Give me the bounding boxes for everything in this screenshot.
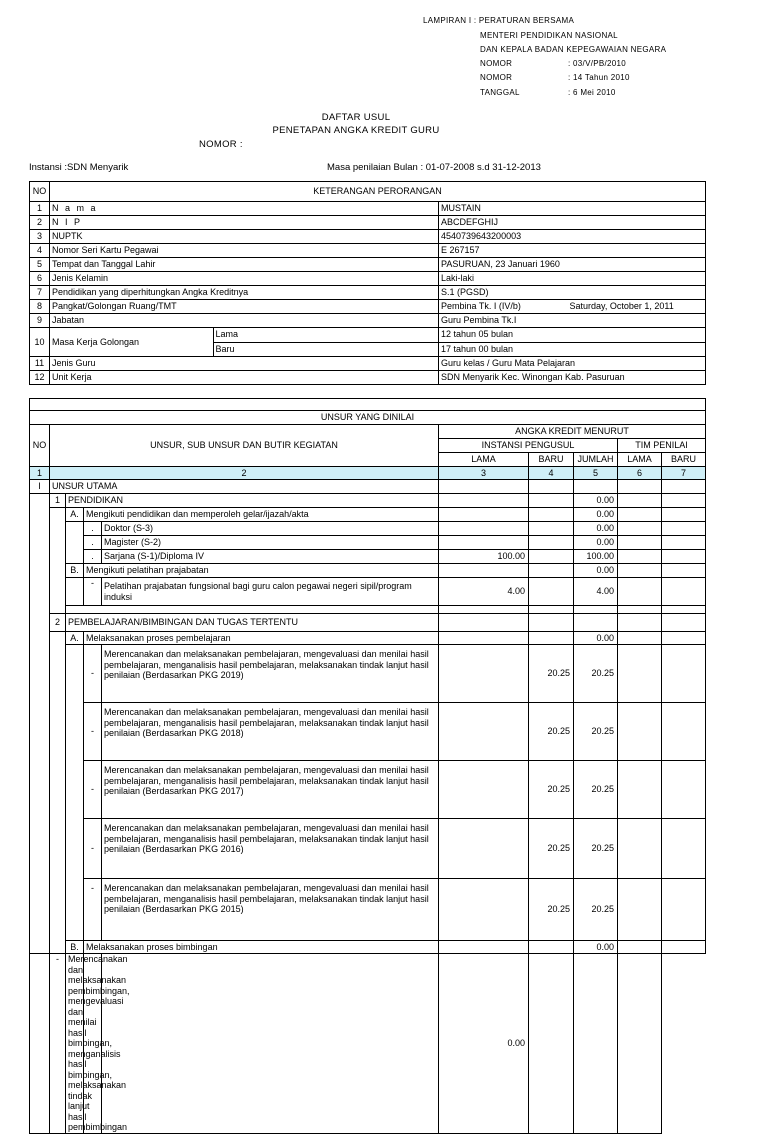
personal-value: E 267157	[439, 244, 706, 258]
tmt-value: Saturday, October 1, 2011	[569, 301, 674, 311]
personal-row: 12 Unit Kerja SDN Menyarik Kec. Winongan Kab. Pasuruan	[30, 371, 706, 385]
personal-value: PASURUAN, 23 Januari 1960	[439, 258, 706, 272]
tim-lama-header: LAMA	[618, 453, 662, 467]
personal-label: Tempat dan Tanggal Lahir	[50, 258, 439, 272]
table-row: B. Melaksanakan proses bimbingan 0.00	[30, 941, 706, 954]
tim-baru-header: BARU	[662, 453, 706, 467]
personal-value: SDN Menyarik Kec. Winongan Kab. Pasuruan	[439, 371, 706, 385]
baru-value: 17 tahun 00 bulan	[441, 343, 514, 354]
personal-label: N I P	[50, 216, 439, 230]
pendidikan-label: PENDIDIKAN	[66, 494, 439, 508]
unsur-section-title: UNSUR YANG DINILAI	[30, 411, 706, 425]
lama-label: Lama	[213, 328, 438, 342]
personal-value: MUSTAIN	[439, 202, 706, 216]
lama-header: LAMA	[439, 453, 529, 467]
personal-col-ket: KETERANGAN PERORANGAN	[50, 182, 706, 202]
table-row: . Magister (S-2) 0.00	[30, 536, 706, 550]
personal-row: 7 Pendidikan yang diperhitungkan Angka Kreditnya S.1 (PGSD)	[30, 286, 706, 300]
column-number-row: 1 2 3 4 5 6 7	[30, 467, 706, 480]
angka-kredit-header: ANGKA KREDIT MENURUT	[439, 425, 706, 439]
masa-kerja-row: 10 Masa Kerja Golongan Lama Baru 12 tahun 05 bulan 17 tahun 00 bulan	[30, 328, 706, 357]
personal-label: Pendidikan yang diperhitungkan Angka Kreditnya	[50, 286, 439, 300]
table-row: A. Mengikuti pendidikan dan memperoleh gelar/ijazah/akta 0.00	[30, 508, 706, 522]
personal-value: ABCDEFGHIJ	[439, 216, 706, 230]
personal-table	[29, 181, 706, 385]
personal-row: 4 Nomor Seri Kartu Pegawai E 267157	[30, 244, 706, 258]
personal-label: Nomor Seri Kartu Pegawai	[50, 244, 439, 258]
table-row: - Merencanakan dan melaksanakan pembelajaran, mengevaluasi dan menilai hasil pembelajaran, menganalisis hasil pembelajaran, melaksanakan tindak lanjut hasil penilaian (Berdasarkan PKG 2018) 20.25 20.25	[30, 703, 706, 761]
header-line-2: MENTERI PENDIDIKAN NASIONAL	[480, 31, 618, 40]
personal-label: NUPTK	[50, 230, 439, 244]
personal-label: Jenis Kelamin	[50, 272, 439, 286]
personal-row: 3 NUPTK 4540739643200003	[30, 230, 706, 244]
jumlah-header: JUMLAH	[574, 453, 618, 467]
nomor-2-value: : 14 Tahun 2010	[568, 73, 630, 82]
nomor-1-value: : 03/V/PB/2010	[568, 59, 627, 68]
baru-header: BARU	[529, 453, 574, 467]
table-row: - Merencanakan dan melaksanakan pembelajaran, mengevaluasi dan menilai hasil pembelajaran, menganalisis hasil pembelajaran, melaksanakan tindak lanjut hasil penilaian (Berdasarkan PKG 2016) 20.25 20.25	[30, 819, 706, 879]
unsur-table	[29, 398, 706, 1134]
table-row: 2 PEMBELAJARAN/BIMBINGAN DAN TUGAS TERTENTU	[30, 614, 706, 632]
table-row: . Sarjana (S-1)/Diploma IV 100.00 100.00	[30, 550, 706, 564]
unsur-col-unsur: UNSUR, SUB UNSUR DAN BUTIR KEGIATAN	[50, 425, 439, 467]
personal-value: Laki-laki	[439, 272, 706, 286]
table-row: I UNSUR UTAMA	[30, 480, 706, 494]
tim-header: TIM PENILAI	[618, 439, 706, 453]
lama-value: 12 tahun 05 bulan	[439, 328, 705, 342]
masa-penilaian: Masa penilaian Bulan : 01-07-2008 s.d 31-12-2013	[327, 162, 541, 173]
masa-kerja-label: Masa Kerja Golongan	[50, 328, 213, 356]
personal-row: 8 Pangkat/Golongan Ruang/TMT Pembina Tk. I (IV/b) Saturday, October 1, 2011	[30, 300, 706, 314]
personal-row: 2 N I P ABCDEFGHIJ	[30, 216, 706, 230]
personal-value	[439, 300, 706, 314]
personal-label: N a m a	[50, 202, 439, 216]
personal-label: Pangkat/Golongan Ruang/TMT	[50, 300, 439, 314]
instansi-header: INSTANSI PENGUSUL	[439, 439, 618, 453]
unsur-col-no: NO	[30, 425, 50, 467]
header-line-3: DAN KEPALA BADAN KEPEGAWAIAN NEGARA	[480, 45, 667, 54]
table-row: A. Melaksanakan proses pembelajaran 0.00	[30, 632, 706, 645]
table-row: B. Mengikuti pelatihan prajabatan 0.00	[30, 564, 706, 578]
table-row: - Pelatihan prajabatan fungsional bagi guru calon pegawai negeri sipil/program induksi 4.00 4.00	[30, 578, 706, 606]
table-row: 1 PENDIDIKAN 0.00	[30, 494, 706, 508]
pangkat-value: Pembina Tk. I (IV/b)	[441, 301, 521, 311]
personal-label: Jabatan	[50, 314, 439, 328]
personal-label: Unit Kerja	[50, 371, 439, 385]
table-row: - Merencanakan dan melaksanakan pembimbingan, mengevaluasi dan menilai hasil bimbingan, menganalisis hasil bimbingan, melaksanakan tindak lanjut hasil pembimbingan 0.00	[30, 954, 706, 1134]
table-row: - Merencanakan dan melaksanakan pembelajaran, mengevaluasi dan menilai hasil pembelajaran, menganalisis hasil pembelajaran, melaksanakan tindak lanjut hasil penilaian (Berdasarkan PKG 2015) 20.25 20.25	[30, 879, 706, 941]
baru-label: Baru	[215, 343, 235, 354]
personal-row: 6 Jenis Kelamin Laki-laki	[30, 272, 706, 286]
nomor-2-label: NOMOR	[480, 73, 513, 82]
nomor-1-label: NOMOR	[480, 59, 513, 68]
personal-value: 4540739643200003	[439, 230, 706, 244]
personal-col-no: NO	[30, 182, 50, 202]
unsur-utama-label: UNSUR UTAMA	[50, 480, 439, 494]
personal-value: Guru kelas / Guru Mata Pelajaran	[439, 357, 706, 371]
personal-row: 1 N a m a MUSTAIN	[30, 202, 706, 216]
lampiran-line: LAMPIRAN I : PERATURAN BERSAMA	[423, 16, 575, 25]
personal-label: Jenis Guru	[50, 357, 439, 371]
personal-row: 5 Tempat dan Tanggal Lahir PASURUAN, 23 Januari 1960	[30, 258, 706, 272]
tanggal-value: : 6 Mei 2010	[568, 88, 616, 97]
personal-row: 9 Jabatan Guru Pembina Tk.I	[30, 314, 706, 328]
table-row: - Merencanakan dan melaksanakan pembelajaran, mengevaluasi dan menilai hasil pembelajaran, menganalisis hasil pembelajaran, melaksanakan tindak lanjut hasil penilaian (Berdasarkan PKG 2019) 20.25 20.25	[30, 645, 706, 703]
tanggal-label: TANGGAL	[480, 88, 520, 97]
table-row: - Merencanakan dan melaksanakan pembelajaran, mengevaluasi dan menilai hasil pembelajaran, menganalisis hasil pembelajaran, melaksanakan tindak lanjut hasil penilaian (Berdasarkan PKG 2017) 20.25 20.25	[30, 761, 706, 819]
pembelajaran-label: PEMBELAJARAN/BIMBINGAN DAN TUGAS TERTENTU	[66, 614, 439, 632]
instansi: Instansi :SDN Menyarik	[29, 162, 129, 173]
table-row: . Doktor (S-3) 0.00	[30, 522, 706, 536]
personal-value: Guru Pembina Tk.I	[439, 314, 706, 328]
personal-row: 11 Jenis Guru Guru kelas / Guru Mata Pelajaran	[30, 357, 706, 371]
doc-nomor: NOMOR :	[199, 139, 243, 150]
personal-value: S.1 (PGSD)	[439, 286, 706, 300]
doc-title: DAFTAR USUL	[321, 112, 391, 123]
doc-subtitle: PENETAPAN ANGKA KREDIT GURU	[272, 125, 440, 136]
